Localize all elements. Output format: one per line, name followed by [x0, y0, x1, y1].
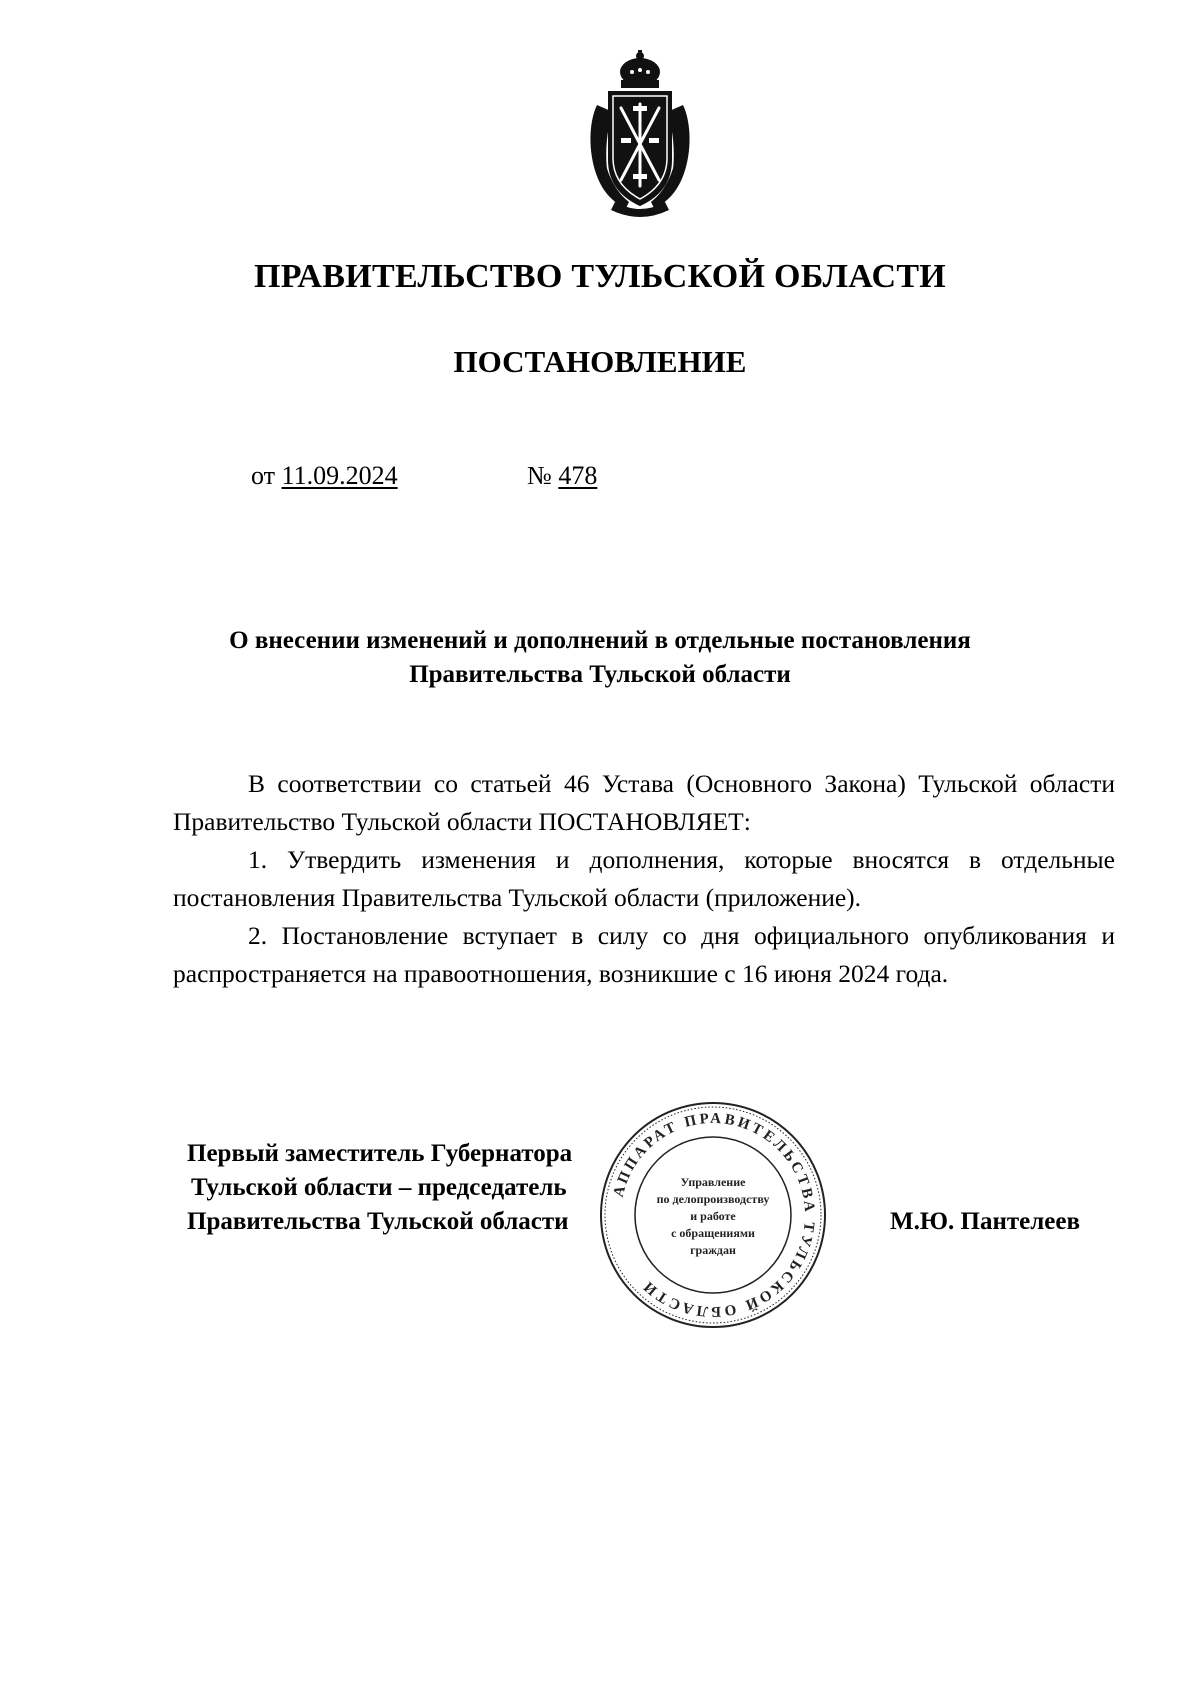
body-paragraph-item-1: 1. Утвердить изменения и дополнения, которые вносятся в отдельные постановления Правительства Тульской области (приложение).: [173, 845, 1115, 912]
coat-of-arms-icon: [585, 50, 695, 220]
subject-line-1: О внесении изменений и дополнений в отдельные постановления: [229, 627, 971, 654]
organization-name: ПРАВИТЕЛЬСТВО ТУЛЬСКОЙ ОБЛАСТИ: [253, 258, 947, 295]
document-subject: [120, 624, 1080, 692]
document-body: [173, 765, 1115, 993]
body-paragraph-item-2: 2. Постановление вступает в силу со дня официального опубликования и распространяется на правоотношения, возникшие с 16 июня 2024 года.: [173, 921, 1115, 988]
signatory-title-line-3: Правительства Тульской области: [187, 1208, 569, 1235]
document-date: [251, 461, 398, 491]
signatory-title-line-1: Первый заместитель Губернатора: [187, 1140, 573, 1167]
document-type: ПОСТАНОВЛЕНИЕ: [453, 344, 747, 379]
date-prefix: от: [251, 461, 276, 490]
number-value: 478: [558, 461, 598, 490]
number-prefix: №: [527, 461, 552, 490]
signatory-name: М.Ю. Пантелеев: [890, 1208, 1080, 1235]
stamp-line-3: и работе: [690, 1209, 736, 1223]
date-value: 11.09.2024: [281, 461, 398, 490]
stamp-inner-text: [630, 1174, 796, 1259]
document-number: [527, 461, 597, 491]
signatory-title: [187, 1137, 572, 1239]
body-paragraph-preamble: В соответствии со статьей 46 Устава (Основного Закона) Тульской области Правительство Тульской области ПОСТАНОВЛЯЕТ:: [173, 769, 1115, 836]
stamp-ring-text: АППАРАТ ПРАВИТЕЛЬСТВА ТУЛЬСКОЙ ОБЛАСТИ: [610, 1110, 818, 1320]
stamp-line-2: по делопроизводству: [656, 1192, 770, 1206]
stamp-line-4: с обращениями: [671, 1226, 755, 1240]
stamp-line-5: граждан: [690, 1243, 736, 1257]
stamp-line-1: Управление: [680, 1175, 746, 1189]
subject-line-2: Правительства Тульской области: [409, 661, 791, 688]
signatory-title-line-2: Тульской области – председатель: [191, 1174, 567, 1201]
